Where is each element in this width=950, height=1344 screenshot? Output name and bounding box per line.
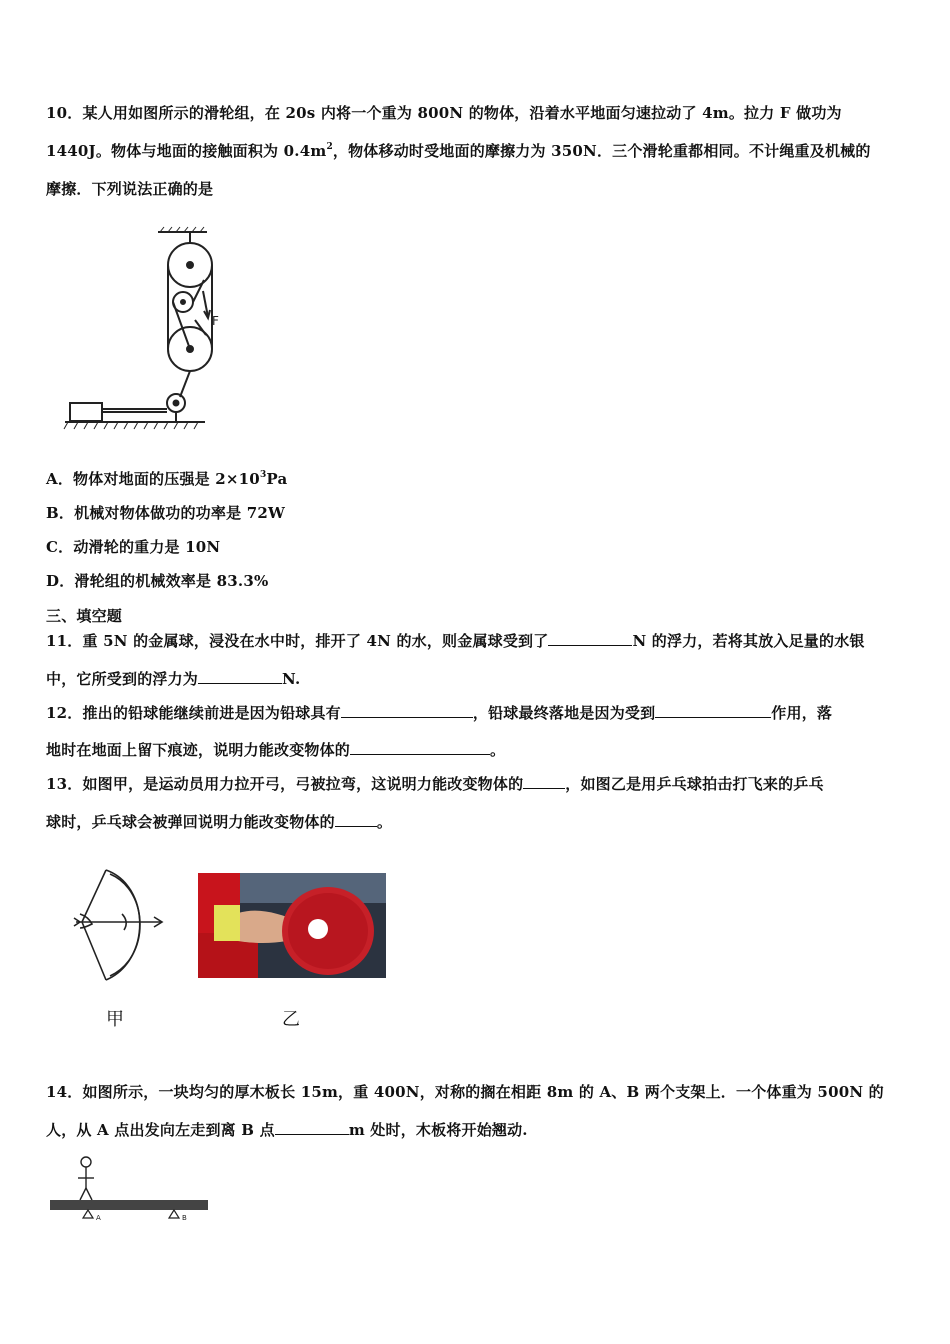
label-b: B (182, 1214, 187, 1222)
q12-text-2: ，铅球最终落地是因为受到 (472, 704, 656, 722)
q10-option-c[interactable]: C．动滑轮的重力是 10N (46, 538, 221, 556)
q10-line-2 (46, 140, 871, 161)
section-heading: 三、填空题 (46, 607, 123, 625)
q11-line-2 (46, 668, 300, 689)
bow-string-bottom (82, 922, 106, 980)
q14-text-1: 人，从 A 点出发向左走到离 B 点 (46, 1121, 275, 1139)
q12-text-4: 地时在地面上留下痕迹，说明力能改变物体的 (46, 741, 351, 759)
q13-line-2 (46, 811, 392, 832)
q12-text-1: 12．推出的铅球能继续前进是因为铅球具有 (46, 704, 341, 722)
label-a: A (96, 1214, 101, 1222)
person-head (81, 1157, 91, 1167)
q12-text-5: 。 (490, 741, 506, 759)
pulley-system-figure (60, 225, 219, 437)
ball (308, 919, 328, 939)
q14-line-2 (46, 1119, 528, 1140)
q13-text-2: ，如图乙是用乒乓球拍击打飞来的乒乓 (565, 775, 824, 793)
q12-blank-2[interactable] (655, 703, 771, 718)
support-b (169, 1210, 179, 1218)
q10-line-3: 摩擦．下列说法正确的是 (46, 180, 214, 198)
q10-line-1: 10．某人用如图所示的滑轮组，在 20s 内将一个重为 800N 的物体，沿着水平地面匀速拉动了 4m。拉力 F 做功为 (46, 104, 842, 122)
q11-text-2: N 的浮力，若将其放入足量的水银 (632, 632, 865, 650)
q13-text-1: 13．如图甲，是运动员用力拉开弓，弓被拉弯，这说明力能改变物体的 (46, 775, 524, 793)
q14-line-1: 14．如图所示，一块均匀的厚木板长 15m，重 400N，对称的搁在相距 8m 的 A、B 两个支架上．一个体重为 500N 的 (46, 1083, 884, 1101)
force-label: F (212, 314, 219, 328)
bow-string-top (82, 870, 106, 922)
plank (50, 1200, 208, 1210)
q10-line-2-a: 1440J。物体与地面的接触面积为 0.4m (46, 142, 327, 160)
ground-hatch (64, 422, 198, 429)
q10-option-d[interactable]: D．滑轮组的机械效率是 83.3% (46, 572, 269, 590)
option-a-exponent: 3 (259, 470, 267, 480)
q11-text-4: N. (282, 670, 301, 688)
q12-blank-3[interactable] (350, 740, 490, 755)
caption-yi: 乙 (282, 1009, 300, 1030)
q13-line-1 (46, 773, 824, 794)
q10-line-2-b: ，物体移动时受地面的摩擦力为 350N．三个滑轮重都相同。不计绳重及机械的 (332, 142, 871, 160)
caption-jia: 甲 (106, 1009, 124, 1030)
wristband (214, 905, 240, 941)
q11-text-1: 11．重 5N 的金属球，浸没在水中时，排开了 4N 的水，则金属球受到了 (46, 632, 549, 650)
q12-line-1 (46, 702, 832, 723)
q13-blank-1[interactable] (523, 774, 565, 789)
q12-text-3: 作用，落 (771, 704, 833, 722)
q14-blank[interactable] (275, 1120, 349, 1135)
q13-text-3: 球时，乒乓球会被弹回说明力能改变物体的 (46, 813, 335, 831)
q11-text-3: 中，它所受到的浮力为 (46, 670, 199, 688)
q10-option-b[interactable]: B．机械对物体做功的功率是 72W (46, 504, 286, 522)
q12-blank-1[interactable] (341, 703, 473, 718)
bow-limb (106, 870, 140, 980)
ping-pong-photo (198, 873, 386, 978)
q13-blank-2[interactable] (335, 812, 377, 827)
q11-blank-2[interactable] (198, 669, 282, 684)
q10-area-exponent: 2 (326, 142, 333, 152)
plank-figure (48, 1152, 210, 1224)
option-a-unit: Pa (266, 470, 288, 488)
q11-line-1 (46, 630, 865, 651)
option-a-text: A．物体对地面的压强是 2×10 (46, 470, 260, 488)
bow-figure (66, 866, 166, 984)
q14-text-2: m 处时，木板将开始翘动. (348, 1121, 528, 1139)
q13-text-4: 。 (376, 813, 393, 831)
q11-blank-1[interactable] (548, 631, 632, 646)
block (70, 403, 102, 421)
support-a (83, 1210, 93, 1218)
q10-option-a[interactable] (46, 468, 287, 489)
q12-line-2 (46, 739, 505, 760)
